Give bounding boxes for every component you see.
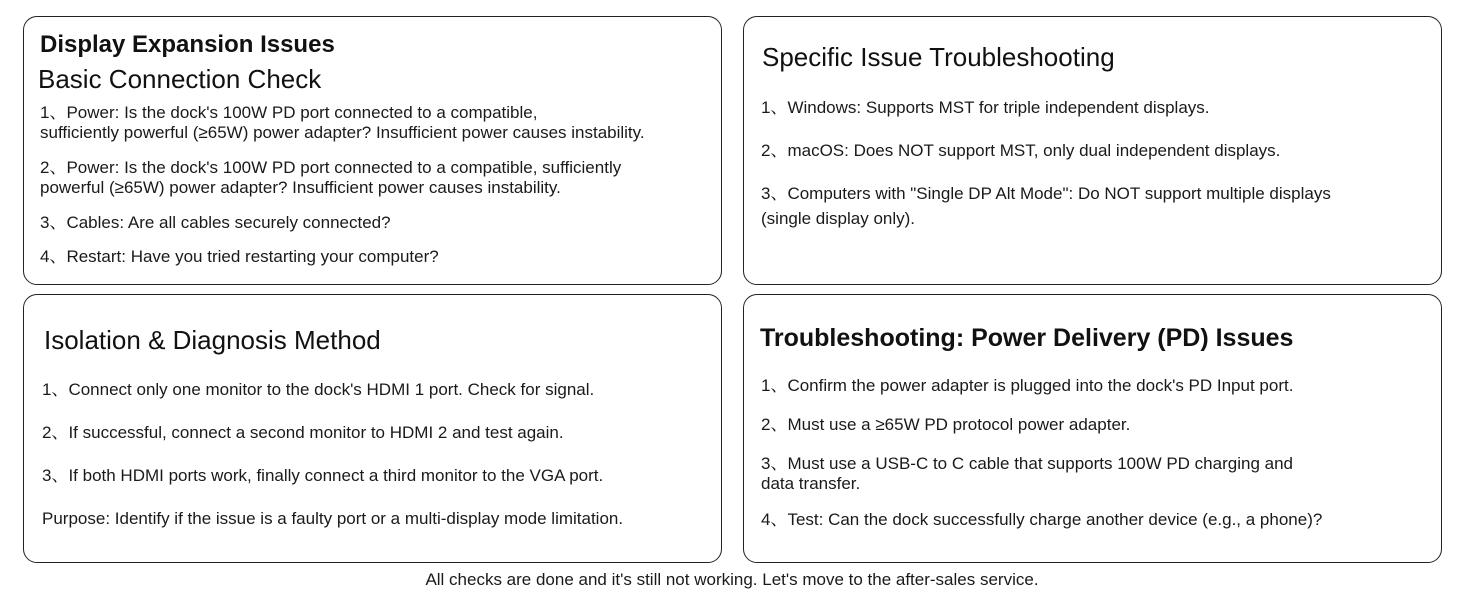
panel-display-expansion-issues <box>23 16 722 285</box>
list-item-line: (single display only). <box>761 209 916 228</box>
list-item-line: sufficiently powerful (≥65W) power adapter? Insufficient power causes instability. <box>40 123 645 142</box>
panel-title: Isolation & Diagnosis Method <box>44 325 381 355</box>
list-item-line: 1、Power: Is the dock's 100W PD port connected to a compatible, <box>40 103 538 122</box>
list-item: 2、macOS: Does NOT support MST, only dual independent displays. <box>761 141 1281 160</box>
list-item: 1、Connect only one monitor to the dock's HDMI 1 port. Check for signal. <box>42 380 595 399</box>
list-item: 4、Restart: Have you tried restarting your computer? <box>40 247 439 266</box>
list-item-line: 3、Must use a USB-C to C cable that supports 100W PD charging and <box>761 454 1293 473</box>
list-item-line: 3、Computers with "Single DP Alt Mode": Do NOT support multiple displays <box>761 184 1331 203</box>
panel-title: Display Expansion Issues <box>40 31 335 58</box>
panel-isolation-diagnosis-method <box>23 294 722 563</box>
list-item-line: 2、Power: Is the dock's 100W PD port connected to a compatible, sufficiently <box>40 158 622 177</box>
list-item-line: data transfer. <box>761 474 861 493</box>
panel-specific-issue-troubleshooting <box>743 16 1442 285</box>
purpose-note: Purpose: Identify if the issue is a faulty port or a multi-display mode limitation. <box>42 509 624 528</box>
list-item: 3、Cables: Are all cables securely connected? <box>40 213 391 232</box>
list-item-line: powerful (≥65W) power adapter? Insufficient power causes instability. <box>40 178 561 197</box>
footer-note: All checks are done and it's still not working. Let's move to the after-sales service. <box>425 570 1039 589</box>
panel-title: Specific Issue Troubleshooting <box>762 42 1115 72</box>
list-item: 1、Windows: Supports MST for triple independent displays. <box>761 98 1210 117</box>
panel-power-delivery-issues <box>743 294 1442 563</box>
list-item: 1、Confirm the power adapter is plugged into the dock's PD Input port. <box>761 376 1294 395</box>
panel-subtitle: Basic Connection Check <box>38 64 322 94</box>
panel-title: Troubleshooting: Power Delivery (PD) Issues <box>760 324 1294 352</box>
list-item: 3、If both HDMI ports work, finally connect a third monitor to the VGA port. <box>42 466 604 485</box>
list-item: 2、Must use a ≥65W PD protocol power adapter. <box>761 415 1131 434</box>
list-item: 2、If successful, connect a second monitor to HDMI 2 and test again. <box>42 423 564 442</box>
list-item: 4、Test: Can the dock successfully charge another device (e.g., a phone)? <box>761 510 1323 529</box>
